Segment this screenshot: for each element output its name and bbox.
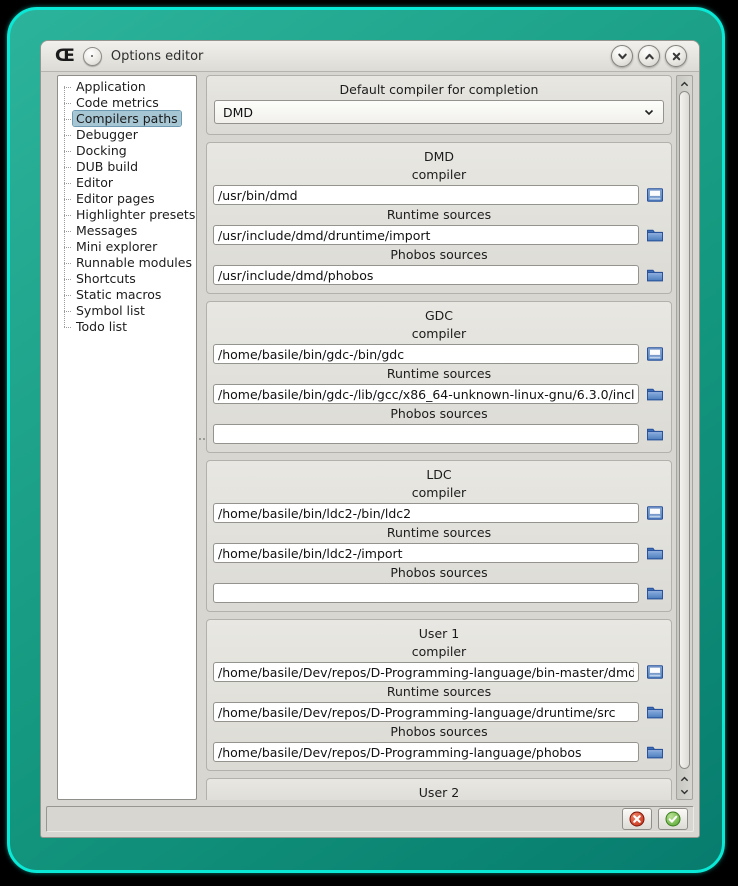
folder-icon: [646, 426, 664, 442]
field-label: Phobos sources: [390, 565, 488, 580]
tree-item-todo-list[interactable]: Todo list: [58, 319, 196, 335]
chevron-up-icon: [680, 80, 689, 88]
user1-compiler-input[interactable]: [213, 662, 639, 682]
scroll-down-button[interactable]: [678, 785, 691, 798]
folder-icon: [646, 545, 664, 561]
tree-item-editor[interactable]: Editor: [58, 175, 196, 191]
titlebar[interactable]: [41, 41, 699, 72]
green-check-circle-icon: [665, 811, 681, 827]
dmd-phobos-input[interactable]: [213, 265, 639, 285]
gdc-runtime-browse-button[interactable]: [645, 385, 665, 403]
statusbar: [46, 806, 694, 832]
chevron-down-icon: [617, 51, 628, 62]
default-compiler-group: [206, 75, 672, 135]
tree-item-application[interactable]: Application: [58, 79, 196, 95]
ldc-runtime-browse-button[interactable]: [645, 544, 665, 562]
red-cross-circle-icon: [629, 811, 645, 827]
field-label: Runtime sources: [386, 207, 492, 222]
field-label: Runtime sources: [386, 525, 492, 540]
compiler-group-gdc: [206, 301, 672, 453]
sidebar-splitter[interactable]: [197, 75, 206, 800]
group-title: User 2: [418, 785, 460, 800]
field-row: [213, 503, 665, 523]
tree-item-runnable-modules[interactable]: Runnable modules: [58, 255, 196, 271]
field-row: [213, 583, 665, 603]
window-title: Options editor: [110, 48, 204, 64]
dmd-phobos-browse-button[interactable]: [645, 266, 665, 284]
field-row: [213, 662, 665, 682]
accept-button[interactable]: [658, 808, 688, 830]
gdc-compiler-browse-button[interactable]: [645, 345, 665, 363]
tree-item-dub-build[interactable]: DUB build: [58, 159, 196, 175]
user1-runtime-browse-button[interactable]: [645, 703, 665, 721]
dmd-compiler-browse-button[interactable]: [645, 186, 665, 204]
tree-item-messages[interactable]: Messages: [58, 223, 196, 239]
tree-item-shortcuts[interactable]: Shortcuts: [58, 271, 196, 287]
folder-icon: [646, 386, 664, 402]
file-icon: [646, 664, 664, 680]
scroll-up-button-bottom[interactable]: [678, 772, 691, 785]
tree-item-mini-explorer[interactable]: Mini explorer: [58, 239, 196, 255]
ldc-compiler-input[interactable]: [213, 503, 639, 523]
tree-item-highlighter-presets[interactable]: Highlighter presets: [58, 207, 196, 223]
chevron-down-icon: [643, 106, 655, 118]
field-label: Phobos sources: [390, 406, 488, 421]
categories-tree: [57, 75, 197, 800]
field-label: compiler: [411, 485, 467, 500]
field-row: [213, 185, 665, 205]
chevron-up-icon: [644, 51, 655, 62]
user1-runtime-input[interactable]: [213, 702, 639, 722]
compiler-group-dmd: [206, 142, 672, 294]
dmd-runtime-browse-button[interactable]: [645, 226, 665, 244]
field-row: [213, 384, 665, 404]
app-logo-icon: Œ: [55, 45, 74, 66]
dmd-runtime-input[interactable]: [213, 225, 639, 245]
folder-icon: [646, 744, 664, 760]
user1-compiler-browse-button[interactable]: [645, 663, 665, 681]
group-title: Default compiler for completion: [339, 82, 539, 97]
scroll-up-button[interactable]: [678, 77, 691, 90]
field-label: compiler: [411, 167, 467, 182]
gdc-phobos-input[interactable]: [213, 424, 639, 444]
compiler-group-ldc: [206, 460, 672, 612]
field-label: compiler: [411, 644, 467, 659]
scrollbar-thumb[interactable]: [679, 91, 690, 769]
close-button[interactable]: [665, 45, 687, 67]
group-title: User 1: [418, 626, 460, 641]
field-row: [213, 265, 665, 285]
field-row: [213, 543, 665, 563]
pin-dot-icon: [91, 55, 93, 57]
vertical-scrollbar[interactable]: [676, 75, 693, 800]
options-editor-window: [40, 40, 700, 838]
user1-phobos-browse-button[interactable]: [645, 743, 665, 761]
ldc-phobos-browse-button[interactable]: [645, 584, 665, 602]
user1-phobos-input[interactable]: [213, 742, 639, 762]
group-title: LDC: [426, 467, 452, 482]
field-row: [213, 225, 665, 245]
chevron-down-icon: [680, 788, 689, 796]
folder-icon: [646, 227, 664, 243]
window-controls: [611, 45, 687, 67]
field-row: [213, 742, 665, 762]
tree-item-editor-pages[interactable]: Editor pages: [58, 191, 196, 207]
folder-icon: [646, 267, 664, 283]
field-row: [213, 424, 665, 444]
cancel-button[interactable]: [622, 808, 652, 830]
gdc-runtime-input[interactable]: [213, 384, 639, 404]
field-row: [213, 344, 665, 364]
rollup-button[interactable]: [638, 45, 660, 67]
ldc-phobos-input[interactable]: [213, 583, 639, 603]
tree-item-code-metrics[interactable]: Code metrics: [58, 95, 196, 111]
tree-item-debugger[interactable]: Debugger: [58, 127, 196, 143]
pin-button[interactable]: [83, 47, 102, 66]
ldc-compiler-browse-button[interactable]: [645, 504, 665, 522]
tree-item-docking[interactable]: Docking: [58, 143, 196, 159]
settings-panel: [206, 75, 693, 800]
field-label: Phobos sources: [390, 247, 488, 262]
main-area: [41, 72, 699, 803]
field-label: Runtime sources: [386, 684, 492, 699]
gdc-phobos-browse-button[interactable]: [645, 425, 665, 443]
dmd-compiler-input[interactable]: [213, 185, 639, 205]
group-title: GDC: [424, 308, 454, 323]
close-icon: [671, 51, 682, 62]
splitter-grip-icon: [199, 438, 201, 440]
field-label: Phobos sources: [390, 724, 488, 739]
tree-item-static-macros[interactable]: Static macros: [58, 287, 196, 303]
tree-item-compilers-paths[interactable]: Compilers paths: [58, 111, 196, 127]
field-label: Runtime sources: [386, 366, 492, 381]
field-row: [213, 702, 665, 722]
default-compiler-select[interactable]: [214, 100, 664, 124]
default-compiler-value: DMD: [223, 104, 254, 120]
folder-icon: [646, 704, 664, 720]
tree-root: [58, 76, 196, 335]
field-label: compiler: [411, 326, 467, 341]
file-icon: [646, 187, 664, 203]
file-icon: [646, 505, 664, 521]
ldc-runtime-input[interactable]: [213, 543, 639, 563]
compiler-group-user2: [206, 778, 672, 800]
folder-icon: [646, 585, 664, 601]
chevron-up-icon: [680, 775, 689, 783]
settings-scroll-area: [206, 75, 672, 800]
gdc-compiler-input[interactable]: [213, 344, 639, 364]
tree-item-symbol-list[interactable]: Symbol list: [58, 303, 196, 319]
rolldown-button[interactable]: [611, 45, 633, 67]
compiler-group-user1: [206, 619, 672, 771]
file-icon: [646, 346, 664, 362]
group-title: DMD: [423, 149, 455, 164]
